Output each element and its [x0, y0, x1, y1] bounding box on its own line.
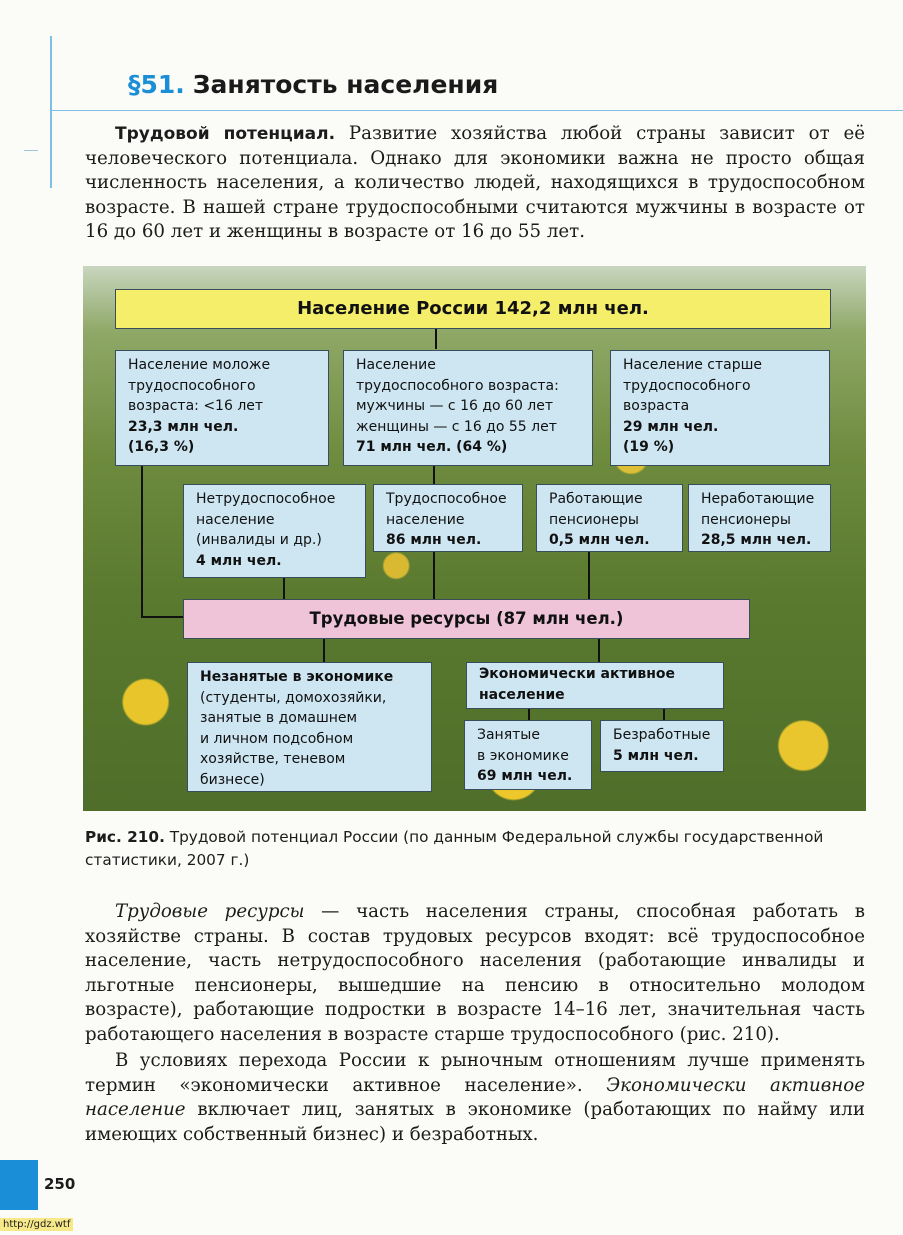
disabled-population-box: [183, 484, 366, 578]
connector: [141, 616, 183, 618]
connector: [141, 466, 143, 616]
caption-text: Трудовой потенциал России (по данным Федеральной службы государственной статистики, 2007 г.): [85, 828, 824, 869]
intro-text: Развитие хозяйства любой страны зависит от её человеческого потенциала. Однако для экономики важна не просто общая численность населения, а количество людей, находящихся в трудоспособном возрасте. В нашей стране трудоспособными считаются мужчины в возрасте от 16 до 60 лет и женщины в возрасте от 16 до 55 лет.: [85, 123, 866, 242]
box-line: и личном подсобном: [200, 730, 354, 747]
box-value: 23,3 млн чел.: [128, 418, 239, 435]
box-line: Неработающие: [701, 491, 815, 507]
connector: [528, 708, 530, 720]
able-population-box: [373, 484, 523, 552]
term-labour-resources: Трудовые ресурсы: [115, 901, 305, 922]
intro-paragraph: [85, 122, 865, 245]
nonworking-pensioners-box: [688, 484, 831, 552]
connector: [433, 466, 435, 484]
working-age-population-box: [343, 350, 593, 466]
figure-caption: [85, 826, 875, 872]
working-pensioners-box: [536, 484, 683, 552]
box-line: (студенты, домохозяйки,: [200, 689, 387, 706]
box-line: бизнесе): [200, 771, 265, 788]
box-value: 71 млн чел. (64 %): [356, 439, 508, 455]
box-line: возраста: [623, 398, 690, 414]
header-rule: [52, 110, 903, 111]
box-line: Безработные: [613, 727, 711, 743]
margin-line-vertical: [50, 36, 52, 188]
box-heading: Экономически активное: [479, 666, 676, 682]
box-line: мужчины — с 16 до 60 лет: [356, 398, 554, 414]
not-employed-box: [187, 662, 432, 792]
box-value: (16,3 %): [128, 439, 195, 455]
box-line: занятые в домашнем: [200, 710, 358, 726]
paragraph-text: включает лиц, занятых в экономике (работающих по найму или имеющих собственный бизнес) и безработных.: [85, 1099, 865, 1145]
box-line: население: [196, 511, 275, 528]
diagram-figure: [83, 266, 866, 811]
box-heading: Незанятые в экономике: [200, 669, 394, 685]
employed-box: [464, 720, 592, 790]
box-value: 0,5 млн чел.: [549, 532, 650, 548]
box-heading: население: [479, 686, 565, 703]
box-line: пенсионеры: [549, 511, 639, 528]
box-line: Население моложе: [128, 357, 271, 373]
box-line: Население: [356, 357, 436, 373]
connector: [323, 638, 325, 662]
margin-tick: [24, 150, 38, 151]
page-number: 250: [44, 1175, 76, 1193]
young-population-box: [115, 350, 329, 466]
box-line: Занятые: [477, 727, 540, 743]
box-line: хозяйстве, теневом: [200, 751, 346, 767]
box-value: (19 %): [623, 439, 675, 455]
box-line: пенсионеры: [701, 511, 791, 528]
box-value: 4 млн чел.: [196, 552, 282, 569]
box-line: трудоспособного: [128, 377, 256, 394]
box-line: Нетрудоспособное: [196, 491, 336, 507]
economically-active-box: [466, 662, 724, 709]
body-paragraph-1: [85, 900, 865, 1047]
box-line: (инвалиды и др.): [196, 532, 322, 548]
section-title: [128, 70, 498, 99]
box-line: женщины — с 16 до 55 лет: [356, 418, 557, 435]
section-number: §51.: [128, 70, 185, 99]
paragraph-text: В условиях перехода России к рыночным отношениям лучше применять термин «экономически активное население».: [85, 1050, 865, 1096]
box-value: 5 млн чел.: [613, 747, 699, 764]
connector: [598, 638, 600, 662]
watermark: http://gdz.wtf: [0, 1218, 73, 1231]
box-line: население: [386, 511, 465, 528]
box-line: Работающие: [549, 491, 643, 507]
body-paragraph-2: [85, 1049, 865, 1147]
box-value: 69 млн чел.: [477, 768, 573, 784]
labour-resources-box: Трудовые ресурсы (87 млн чел.): [183, 599, 750, 639]
caption-label: Рис. 210.: [85, 828, 165, 846]
connector: [433, 551, 435, 599]
box-line: Население старше: [623, 357, 763, 373]
box-line: в экономике: [477, 747, 569, 764]
box-value: 28,5 млн чел.: [701, 532, 812, 548]
box-line: трудоспособного: [623, 377, 751, 394]
section-title-text: Занятость населения: [192, 70, 499, 99]
box-line: Трудоспособное: [386, 491, 507, 507]
box-line: трудоспособного возраста:: [356, 377, 559, 394]
older-population-box: [610, 350, 830, 466]
paragraph-text: — часть населения страны, способная работать в хозяйстве страны. В состав трудовых ресурсов входят: всё трудоспособное население, часть нетрудоспособного населения (работающие инвалиды и льготные пенсионеры, вышедшие на пенсию в относительно молодом возрасте), работающие подростки в возрасте 14–16 лет, значительная часть работающего населения в возрасте старше трудоспособного (рис. 210).: [85, 901, 866, 1045]
unemployed-box: [600, 720, 724, 772]
box-value: 86 млн чел.: [386, 532, 482, 548]
connector: [663, 708, 665, 720]
connector: [588, 551, 590, 599]
box-value: 29 млн чел.: [623, 418, 719, 435]
connector: [435, 329, 437, 349]
term-economically-active: Экономически активное население: [85, 1074, 865, 1120]
population-total-box: Население России 142,2 млн чел.: [115, 289, 831, 329]
box-line: возраста: <16 лет: [128, 398, 264, 414]
page-corner-marker: [0, 1160, 38, 1210]
intro-term: Трудовой потенциал.: [115, 124, 336, 144]
